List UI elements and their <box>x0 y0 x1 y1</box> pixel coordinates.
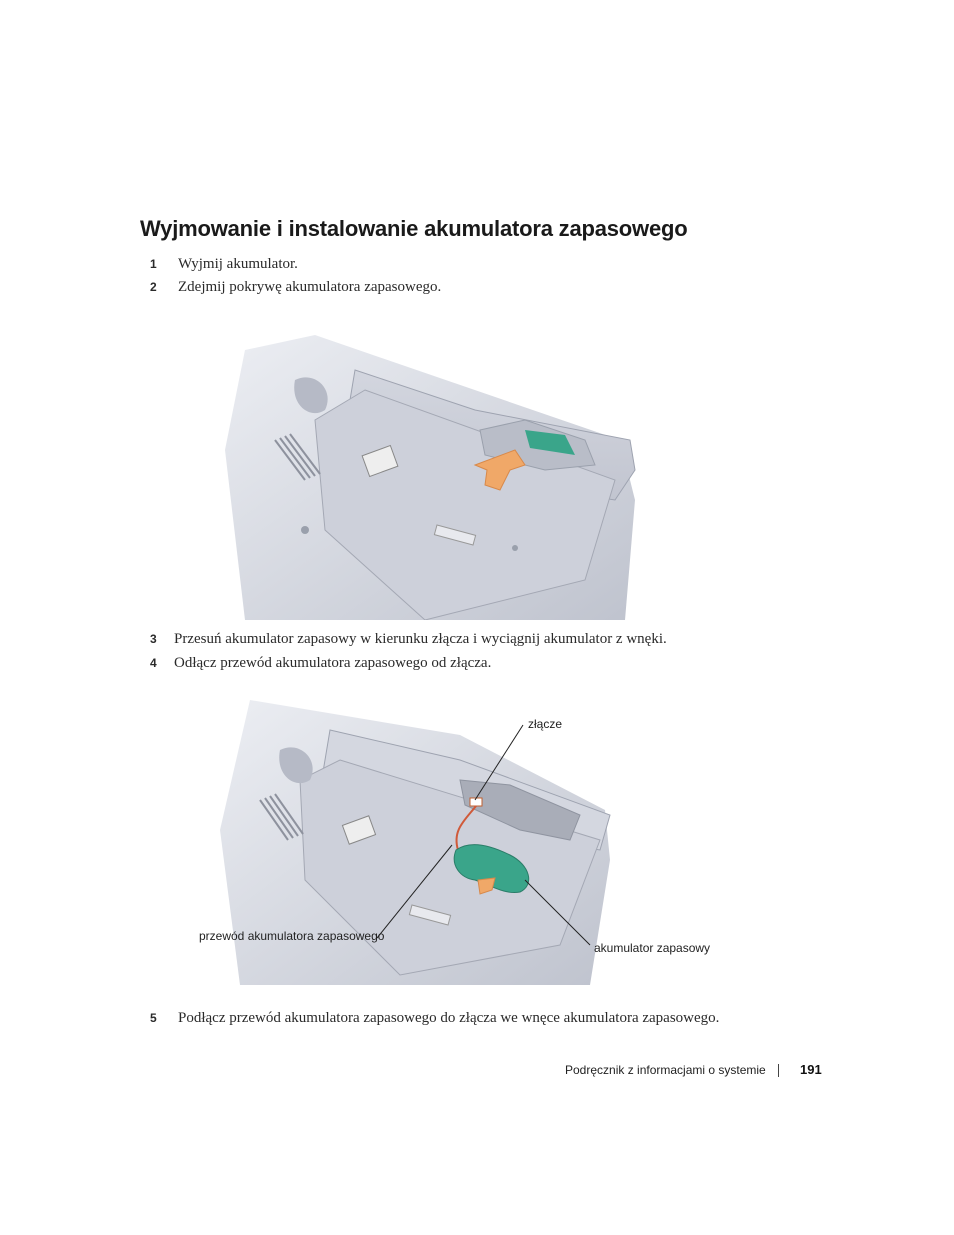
step-text: Wyjmij akumulator. <box>178 256 298 272</box>
callout-battery: akumulator zapasowy <box>594 941 711 955</box>
callout-cable: przewód akumulatora zapasowego <box>199 929 385 943</box>
step-text: Odłącz przewód akumulatora zapasowego od złącza. <box>174 655 492 671</box>
step-number: 3 <box>150 632 157 646</box>
figure-remove-cover <box>225 330 645 620</box>
footer-text: Podręcznik z informacjami o systemie <box>565 1063 766 1077</box>
step-number: 2 <box>150 280 157 294</box>
callout-connector: złącze <box>528 717 563 731</box>
step-number: 1 <box>150 257 157 271</box>
footer-separator <box>778 1064 779 1077</box>
step-text: Podłącz przewód akumulatora zapasowego do złącza we wnęce akumulatora zapasowego. <box>178 1010 720 1026</box>
step-number: 5 <box>150 1011 157 1025</box>
step-text: Zdejmij pokrywę akumulatora zapasowego. <box>178 279 442 295</box>
step-text: Przesuń akumulator zapasowy w kierunku złącza i wyciągnij akumulator z wnęki. <box>174 631 667 647</box>
page-number: 191 <box>800 1062 822 1077</box>
step-number: 4 <box>150 656 157 670</box>
page-title: Wyjmowanie i instalowanie akumulatora zapasowego <box>140 216 688 241</box>
